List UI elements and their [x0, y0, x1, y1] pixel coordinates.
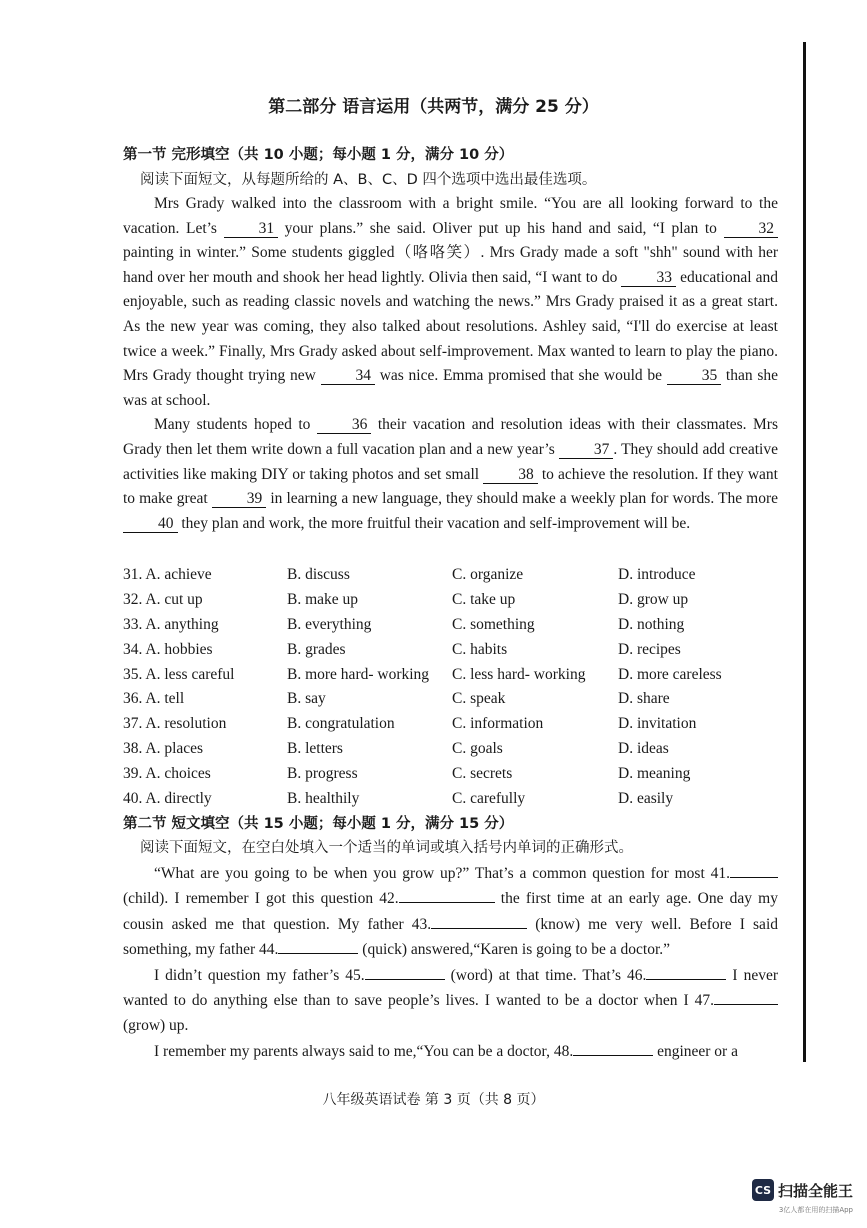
- section2-instruction: 阅读下面短文，在空白处填入一个适当的单词或填入括号内单词的正确形式。: [140, 840, 633, 856]
- option-d[interactable]: D. share: [618, 690, 670, 708]
- fill-paragraph-1: “What are you going to be when you grow up?” That’s a common question for most 41. (child). I remember I got this question 42. the first time at an early age. One day my cousin asked me that question. My father 43. (know) me very well. Before I said something, my father 44. (quick) answered,“Karen is going to be a doctor.”: [123, 865, 778, 959]
- option-b[interactable]: B. say: [287, 690, 326, 708]
- blank-36[interactable]: 36: [317, 416, 372, 434]
- option-d[interactable]: D. nothing: [618, 615, 685, 633]
- section2-heading: 第二节 短文填空（共 15 小题；每小题 1 分，满分 15 分）: [123, 816, 514, 832]
- option-a[interactable]: 40. A. directly: [123, 790, 212, 808]
- blank-46[interactable]: [646, 979, 726, 980]
- blank-44[interactable]: [278, 953, 358, 954]
- blank-33[interactable]: 33: [621, 269, 676, 287]
- cloze-passage: [123, 192, 778, 536]
- section1-heading: 第一节 完形填空（共 10 小题；每小题 1 分，满分 10 分）: [123, 147, 514, 163]
- option-a[interactable]: 38. A. places: [123, 740, 204, 758]
- option-b[interactable]: B. make up: [287, 590, 359, 608]
- option-row: [123, 737, 783, 762]
- fill-passage: [123, 861, 778, 1064]
- scanner-tagline: 3亿人都在用的扫描App: [778, 1206, 853, 1214]
- option-row: [123, 762, 783, 787]
- blank-38[interactable]: 38: [483, 466, 538, 484]
- cloze-paragraph-1: Mrs Grady walked into the classroom with a bright smile. “You are all looking forward to the vacation. Let’s 31 your plans.” she said. Oliver put up his hand and said, “I plan to 32 painting in winter.” Some students giggled（咯咯笑）. Mrs Grady made a soft "shh" sound with her hand over her mouth and shook her head lightly. Olivia then said, “I want to do 33 educational and enjoyable, such as reading classic novels and watching the news.” Mrs Grady praised it as a great start. As the new year was coming, they also talked about resolutions. Ashley said, “I'll do exercise at least twice a week.” Finally, Mrs Grady asked about self-improvement. Max wanted to learn to play the piano. Mrs Grady thought trying new 34 was nice. Emma promised that she would be 35 than she was at school.: [123, 195, 778, 409]
- option-b[interactable]: B. everything: [287, 615, 372, 633]
- option-row: [123, 638, 783, 663]
- option-d[interactable]: D. easily: [618, 790, 674, 808]
- option-row: [123, 613, 783, 638]
- option-b[interactable]: B. healthily: [287, 790, 360, 808]
- blank-45[interactable]: [365, 979, 445, 980]
- option-d[interactable]: D. grow up: [618, 590, 689, 608]
- blank-34[interactable]: 34: [321, 367, 376, 385]
- option-d[interactable]: D. recipes: [618, 640, 681, 658]
- blank-43[interactable]: [431, 928, 527, 929]
- option-c[interactable]: C. secrets: [452, 765, 513, 783]
- option-c[interactable]: C. speak: [452, 690, 506, 708]
- page-footer: 八年级英语试卷 第 3 页（共 8 页）: [322, 1092, 545, 1108]
- option-d[interactable]: D. meaning: [618, 765, 691, 783]
- scanner-watermark: [752, 1179, 853, 1201]
- scanner-logo-icon: CS: [752, 1179, 774, 1201]
- option-a[interactable]: 35. A. less careful: [123, 665, 235, 683]
- option-c[interactable]: C. information: [452, 715, 544, 733]
- section1-instruction: 阅读下面短文，从每题所给的 A、B、C、D 四个选项中选出最佳选项。: [140, 172, 597, 188]
- option-a[interactable]: 31. A. achieve: [123, 566, 212, 583]
- cloze-paragraph-2: Many students hoped to 36 their vacation and resolution ideas with their classmates. Mrs Grady then let them write down a full vacation plan and a new year’s 37 . They should add creative activities like making DIY or taking photos and set small 38 to achieve the resolution. If they want to make great 39 in learning a new language, they should make a weekly plan for words. The more 40 they plan and work, the more fruitful their vacation and self-improvement will be.: [123, 416, 779, 532]
- cloze-options: [123, 563, 783, 812]
- option-a[interactable]: 39. A. choices: [123, 765, 211, 783]
- blank-35[interactable]: 35: [667, 367, 722, 385]
- option-c[interactable]: C. something: [452, 615, 535, 633]
- blank-31[interactable]: 31: [224, 220, 279, 238]
- scanner-name: 扫描全能王: [777, 1181, 853, 1200]
- option-b[interactable]: B. progress: [287, 765, 358, 783]
- option-row: [123, 787, 783, 812]
- option-b[interactable]: B. discuss: [287, 566, 350, 583]
- blank-42[interactable]: [399, 902, 495, 903]
- option-row: [123, 687, 783, 712]
- blank-40[interactable]: 40: [123, 515, 178, 533]
- option-row: [123, 663, 783, 688]
- option-c[interactable]: C. organize: [452, 566, 524, 583]
- option-d[interactable]: D. more careless: [618, 665, 722, 683]
- option-b[interactable]: B. congratulation: [287, 715, 395, 733]
- option-row: [123, 563, 783, 588]
- option-a[interactable]: 33. A. anything: [123, 615, 219, 633]
- option-row: [123, 712, 783, 737]
- blank-39[interactable]: 39: [212, 490, 267, 508]
- option-d[interactable]: D. ideas: [618, 740, 669, 758]
- option-row: [123, 588, 783, 613]
- option-c[interactable]: C. goals: [452, 740, 503, 758]
- option-a[interactable]: 34. A. hobbies: [123, 640, 213, 658]
- fill-paragraph-2: I didn’t question my father’s 45. (word) at that time. That’s 46. I never wanted to do anything else than to save people’s lives. I wanted to be a doctor when I 47. (grow) up.: [123, 966, 778, 1035]
- option-c[interactable]: C. carefully: [452, 790, 526, 808]
- option-d[interactable]: D. introduce: [618, 566, 696, 583]
- option-b[interactable]: B. grades: [287, 640, 346, 658]
- option-b[interactable]: B. letters: [287, 740, 343, 758]
- fill-paragraph-3: I remember my parents always said to me,“You can be a doctor, 48. engineer or a: [154, 1042, 738, 1060]
- page-edge-line: [803, 42, 806, 1062]
- option-b[interactable]: B. more hard- working: [287, 665, 430, 683]
- blank-41[interactable]: [730, 877, 778, 878]
- option-d[interactable]: D. invitation: [618, 715, 697, 733]
- blank-32[interactable]: 32: [724, 220, 779, 238]
- blank-37[interactable]: 37: [559, 441, 614, 459]
- option-c[interactable]: C. less hard- working: [452, 665, 586, 683]
- option-c[interactable]: C. habits: [452, 640, 508, 658]
- blank-47[interactable]: [714, 1004, 778, 1005]
- blank-48[interactable]: [573, 1055, 653, 1056]
- part-title: 第二部分 语言运用（共两节，满分 25 分）: [268, 97, 599, 117]
- option-a[interactable]: 32. A. cut up: [123, 590, 203, 608]
- option-a[interactable]: 37. A. resolution: [123, 715, 227, 733]
- option-c[interactable]: C. take up: [452, 590, 516, 608]
- option-a[interactable]: 36. A. tell: [123, 690, 185, 708]
